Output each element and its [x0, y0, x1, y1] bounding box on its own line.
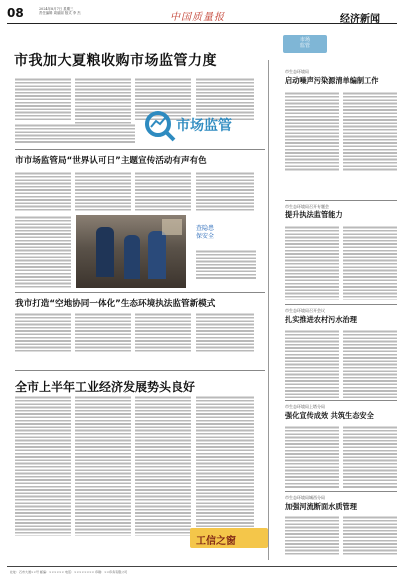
story3-body-col3	[135, 313, 191, 353]
date-meta: 2024年8月7日 星期三 责任编辑 周丽丽 版式 李 杰	[39, 7, 81, 16]
story3-body-col4	[196, 313, 254, 353]
right-body-1a	[285, 92, 339, 172]
footer-line: 社址：石市大道××号 邮编：×××××× 电话：×××××××× 印刷：××印务有限公司	[10, 570, 128, 574]
right-headline-2: 提升执法监管能力	[285, 210, 343, 219]
story2-rule	[15, 292, 265, 293]
story2-body-col5	[15, 216, 71, 288]
story2-headline: 市市场监管局“世界认可日”主题宣传活动有声有色	[15, 156, 207, 166]
right-rule-3	[285, 400, 397, 401]
story4-body-col2	[75, 396, 131, 536]
right-kicker-1: 市生态环境局	[285, 69, 309, 74]
story4-headline: 全市上半年工业经济发展势头良好	[15, 380, 196, 394]
lead-body-col5	[75, 98, 131, 126]
story4-body-col1	[15, 396, 71, 536]
right-rule-4	[285, 491, 397, 492]
right-body-4b	[343, 426, 397, 488]
right-kicker-3: 市生态环境局召开会议	[285, 308, 325, 313]
lead-headline: 市我加大夏粮收购市场监管力度	[14, 53, 217, 69]
lead-body-col6	[15, 124, 135, 144]
photo-figure	[124, 235, 140, 279]
section-title: 经济新闻	[340, 14, 380, 25]
right-kicker-5: 市生态环境局城西分局	[285, 495, 325, 500]
right-body-3a	[285, 330, 339, 398]
logo-text: 市场监管	[176, 118, 232, 134]
right-body-2a	[285, 226, 339, 300]
right-body-3b	[343, 330, 397, 398]
right-body-4a	[285, 426, 339, 488]
gongxin-window-logo	[190, 528, 268, 548]
right-headline-1: 启动噪声污染源清单编制工作	[285, 76, 379, 85]
right-body-1b	[343, 92, 397, 172]
market-supervision-logo	[140, 108, 255, 143]
right-body-5a	[285, 516, 339, 556]
page-number: 08	[7, 6, 24, 20]
right-headline-4: 强化宣传成效 共筑生态安全	[285, 411, 374, 420]
story4-body-col3	[135, 396, 191, 536]
gongxin-window-text: 工信之窗	[196, 536, 236, 547]
story3-headline: 我市打造“空地协同一体化”生态环境执法监管新模式	[15, 299, 216, 309]
story3-body-col1	[15, 313, 71, 353]
footer-rule	[7, 566, 397, 567]
story3-rule	[15, 370, 265, 371]
story4-body-col4	[196, 396, 254, 536]
story2-body-col3	[135, 172, 191, 212]
column-separator	[268, 60, 269, 560]
right-rule-2	[285, 304, 397, 305]
lead-rule	[15, 149, 265, 150]
masthead: 中国质量报	[170, 12, 225, 23]
lead-body-col1	[15, 78, 71, 120]
right-body-5b	[343, 516, 397, 556]
photo-figure	[96, 227, 114, 277]
photo-caption-text	[196, 250, 256, 280]
right-headline-3: 扎实推进农村污水治理	[285, 315, 357, 324]
right-headline-5: 加强河流断面水质管理	[285, 502, 357, 511]
story2-body-col4	[196, 172, 254, 212]
right-body-2b	[343, 226, 397, 300]
story2-body-col2	[75, 172, 131, 212]
right-rule-1	[285, 200, 397, 201]
news-photo	[76, 215, 186, 288]
story2-body-col1	[15, 172, 71, 212]
photo-figure	[148, 231, 166, 279]
story3-body-col2	[75, 313, 131, 353]
column-tag-label: 市场 监管	[299, 37, 310, 49]
right-kicker-2: 市生态环境局召开专题会	[285, 204, 329, 209]
right-kicker-4: 市生态环境局上塔分局	[285, 404, 325, 409]
photo-light	[162, 219, 182, 235]
photo-title: 查隐患 保安全	[196, 225, 215, 240]
header-rule	[7, 23, 397, 24]
